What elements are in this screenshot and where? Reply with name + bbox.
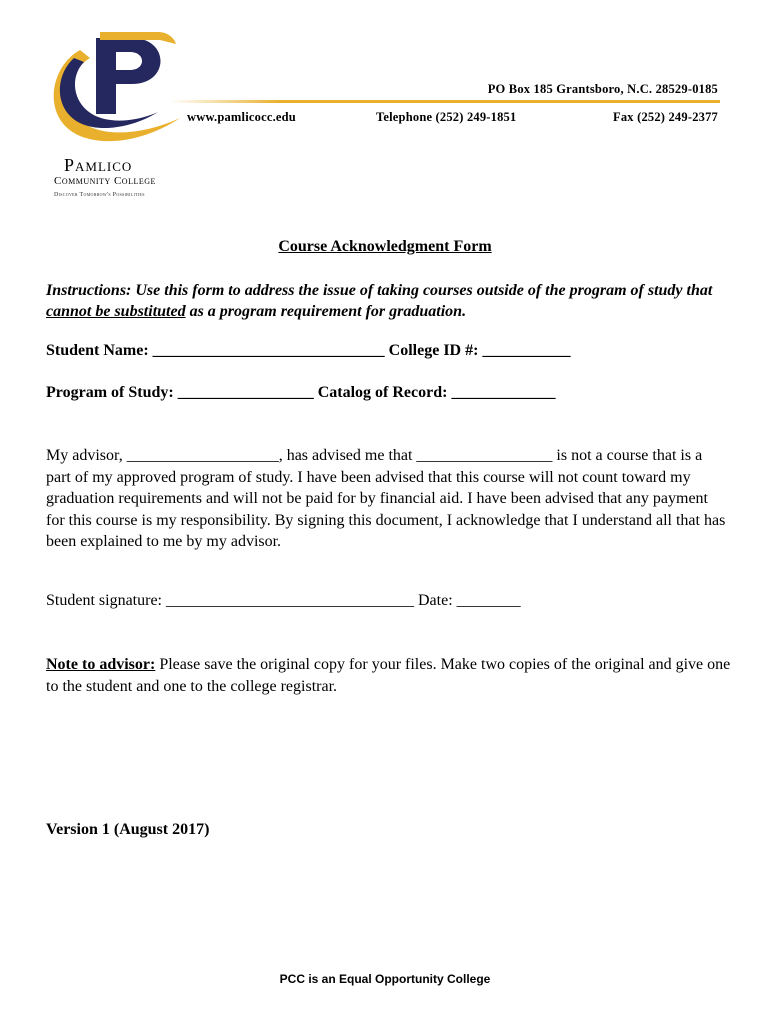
catalog-field[interactable]: _____________ <box>451 384 556 401</box>
program-field[interactable]: _________________ <box>177 384 314 401</box>
form-title: Course Acknowledgment Form <box>278 238 492 255</box>
footer-eoc: PCC is an Equal Opportunity College <box>279 972 491 986</box>
college-address: PO Box 185 Grantsboro, N.C. 28529-0185 <box>487 82 718 96</box>
student-name-field[interactable]: _____________________________ <box>152 342 385 359</box>
program-row <box>46 384 555 402</box>
program-label: Program of Study: <box>46 384 178 401</box>
college-tagline: Discover Tomorrow's Possibilities <box>54 192 145 198</box>
instructions <box>46 280 726 322</box>
date-field[interactable]: ________ <box>456 592 521 609</box>
version-label: Version 1 (August 2017) <box>46 821 210 838</box>
college-name: Pamlico <box>64 155 133 175</box>
signature-label: Student signature: <box>46 592 166 609</box>
signature-row <box>46 592 521 610</box>
instructions-text-1: Instructions: Use this form to address the issue of taking courses outside of the program of study that <box>46 282 713 299</box>
note-label: Note to advisor: <box>46 656 156 673</box>
college-fax: Fax (252) 249-2377 <box>613 110 718 124</box>
advisor-note <box>46 654 736 697</box>
college-telephone: Telephone (252) 249-1851 <box>376 110 517 124</box>
catalog-label: Catalog of Record: <box>313 384 452 401</box>
student-name-label: Student Name: <box>46 342 153 359</box>
signature-field[interactable]: _______________________________ <box>165 592 414 609</box>
note-text: Please save the original copy for your files. Make two copies of the original and give one to the student and one to the college registrar. <box>46 656 731 695</box>
college-name-subtitle: Community College <box>54 175 156 187</box>
college-id-label: College ID #: <box>384 342 483 359</box>
pamlico-logo <box>40 28 190 158</box>
college-website: www.pamlicocc.edu <box>187 110 296 124</box>
date-label: Date: <box>413 592 457 609</box>
college-id-field[interactable]: ___________ <box>482 342 571 359</box>
instructions-underlined: cannot be substituted <box>46 303 186 320</box>
instructions-text-2: as a program requirement for graduation. <box>185 303 467 320</box>
acknowledgment-paragraph: My advisor, ___________________, has advised me that _________________ is not a course that is a part of my approved program of study. I have been advised that this course will not count toward my graduation requirements and will not be paid for by financial aid. I have been advised that any payment for this course is my responsibility. By signing this document, I acknowledge that I understand all that has been explained to me by my advisor. <box>46 447 726 550</box>
header-gold-rule <box>170 100 720 103</box>
student-name-row <box>46 342 570 360</box>
